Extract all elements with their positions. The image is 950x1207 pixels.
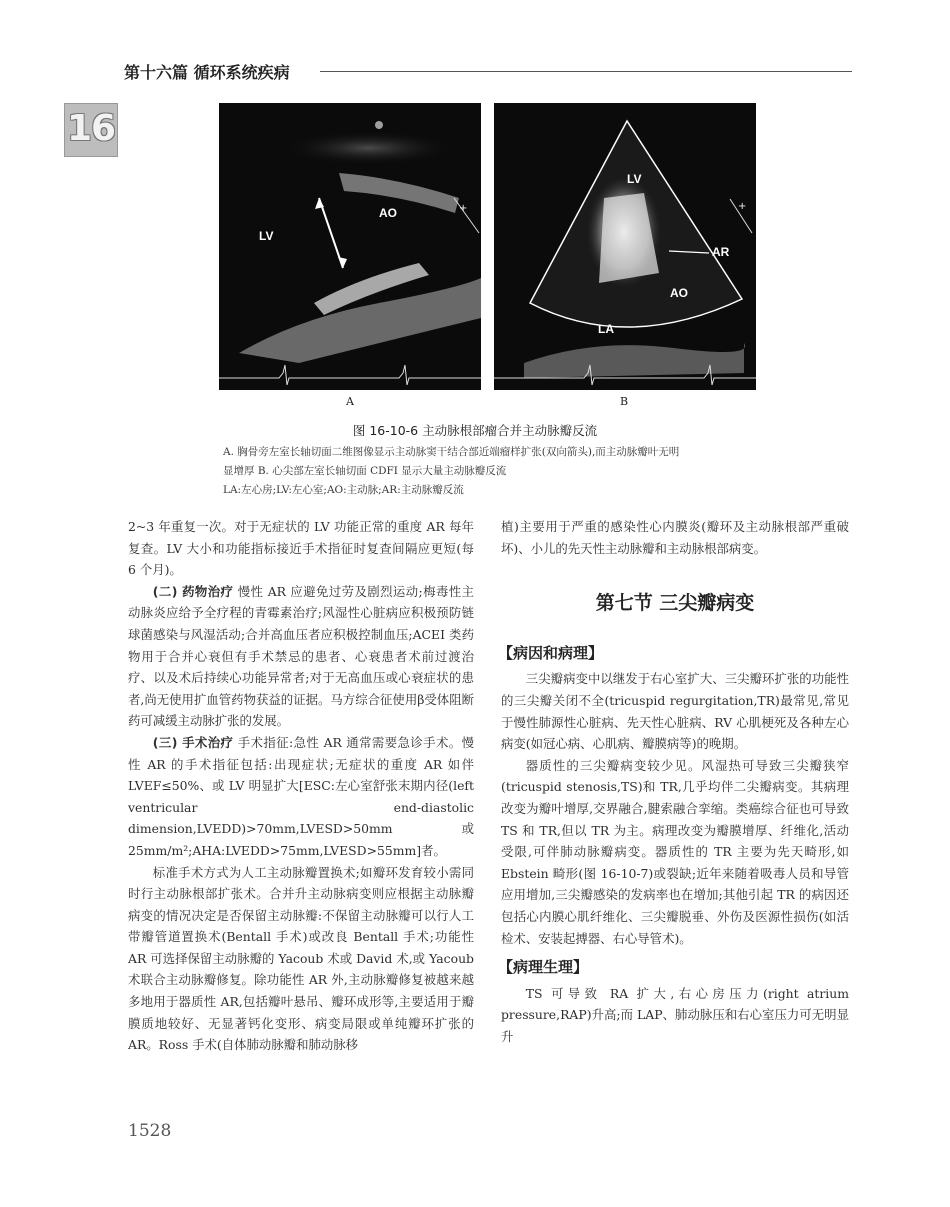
paragraph-body: 手术指征:急性 AR 通常需要急诊手术。慢性 AR 的手术指征包括:出现症状;无症状的重度 AR 如伴 LVEF≤50%、或 LV 明显扩大[ESC:左心室舒张末期内径(left ventricular end-diastolic dimension,LVEDD)>70mm,LVESD>50mm 或 25mm/m²;AHA:LVEDD>75mm,LVESD>55mm]者。 xyxy=(128,734,474,858)
part-title: 第十六篇 循环系统疾病 xyxy=(124,63,290,82)
paragraph: 2~3 年重复一次。对于无症状的 LV 功能正常的重度 AR 每年复查。LV 大小和功能指标接近手术指征时复查间隔应更短(每 6 个月)。 xyxy=(128,519,474,578)
echo-panel-a xyxy=(219,103,481,390)
paragraph-body: 慢性 AR 应避免过劳及剧烈运动;梅毒性主动脉炎应给予全疗程的青霉素治疗;风湿性心脏病应积极预防链球菌感染与风湿活动;合并高血压者应积极控制血压;ACEI 类药物用于合并心衰但有手术禁忌的患者、心衰患者术前过渡治疗、以及术后持续心功能异常者;对于无高血压或心衰症状的患者,尚无使用扩血管药物获益的证据。马方综合征使用β受体阻断药可减缓主动脉扩张的发展。 xyxy=(128,583,474,729)
right-column xyxy=(498,516,849,1047)
label-lv: LV xyxy=(259,229,274,243)
paragraph: 标准手术方式为人工主动脉瓣置换术;如瓣环发育较小需同时行主动脉根部扩张术。合并升主动脉病变则应根据主动脉瓣病变的情况决定是否保留主动脉瓣:不保留主动脉瓣可以行人工带瓣管道置换术(Bentall 手术)或改良 Bentall 手术;功能性 AR 可选择保留主动脉瓣的 Yacoub 术或 David 术,或 Yacoub 术联合主动脉瓣修复。除功能性 AR 外,主动脉瓣修复被越来越多地用于器质性 AR,包括瓣叶悬吊、瓣环成形等,主要适用于瓣膜质地较好、无显著钙化变形、病变局限或单纯瓣环扩张的 AR。Ross 手术(自体肺动脉瓣和肺动脉移 xyxy=(128,864,474,1053)
subsection-heading: (二) 药物治疗 xyxy=(152,583,234,599)
echo-image-a xyxy=(219,103,481,390)
label-ao: AO xyxy=(379,206,397,220)
figure-caption-line: 显增厚 B. 心尖部左室长轴切面 CDFI 显示大量主动脉瓣反流 xyxy=(223,465,507,477)
paragraph: TS 可导致 RA 扩大,右心房压力(right atrium pressure,RAP)升高;而 LAP、肺动脉压和右心室压力可无明显升 xyxy=(501,985,849,1044)
subheading-etiology: 【病因和病理】 xyxy=(498,643,604,662)
paragraph: 三尖瓣病变中以继发于右心室扩大、三尖瓣环扩张的功能性的三尖瓣关闭不全(tricuspid regurgitation,TR)最常见,常见于慢性肺源性心脏病、先天性心脏病、RV 心肌梗死及各种左心病变(如冠心病、心肌病、瓣膜病等)的晚期。 xyxy=(501,671,849,752)
header-rule xyxy=(320,71,852,72)
subsection-heading: (三) 手术治疗 xyxy=(152,734,234,750)
paragraph xyxy=(128,581,474,732)
figure-caption-line: LA:左心房;LV:左心室;AO:主动脉;AR:主动脉瓣反流 xyxy=(223,484,464,496)
echo-image-b xyxy=(494,103,756,390)
panel-letter-b: B xyxy=(620,395,629,408)
paragraph xyxy=(128,732,474,862)
paragraph: 植)主要用于严重的感染性心内膜炎(瓣环及主动脉根部严重破坏)、小儿的先天性主动脉瓣和主动脉根部病变。 xyxy=(501,519,849,556)
label-ar: AR xyxy=(712,245,730,259)
label-lv: LV xyxy=(627,172,642,186)
running-header xyxy=(124,60,852,86)
figure-caption-title: 图 16-10-6 主动脉根部瘤合并主动脉瓣反流 xyxy=(352,423,598,438)
figure-caption-line: A. 胸骨旁左室长轴切面二维图像显示主动脉窦干结合部近端瘤样扩张(双向箭头),而主动脉瓣叶无明 xyxy=(223,446,680,458)
section-title: 第七节 三尖瓣病变 xyxy=(595,592,755,615)
chapter-badge xyxy=(64,103,118,157)
page-number: 1528 xyxy=(128,1121,172,1141)
echo-panel-b xyxy=(494,103,756,390)
left-column xyxy=(128,516,474,1056)
label-la: LA xyxy=(598,322,614,336)
chapter-number: 16 xyxy=(66,108,116,149)
paragraph: 器质性的三尖瓣病变较少见。风湿热可导致三尖瓣狭窄(tricuspid stenosis,TS)和 TR,几乎均伴二尖瓣病变。其病理改变为瓣叶增厚,交界融合,腱索融合挛缩。类癌综合征也可导致 TS 和 TR,但以 TR 为主。病理改变为瓣膜增厚、纤维化,活动受限,可伴肺动脉瓣病变。器质性的 TR 主要为先天畸形,如 Ebstein 畸形(图 16-10-7)或裂缺;近年来随着吸毒人员和导管应用增加,三尖瓣感染的发病率也在增加;其他引起 TR 的病因还包括心内膜心肌纤维化、三尖瓣脱垂、外伤及医源性损伤(如活检术、安装起搏器、右心导管术)。 xyxy=(501,757,849,946)
svg-text:+: + xyxy=(738,201,747,212)
panel-letter-a: A xyxy=(346,395,354,408)
svg-text:+: + xyxy=(459,203,468,214)
subheading-pathophysiology: 【病理生理】 xyxy=(498,958,589,977)
label-ao: AO xyxy=(670,286,688,300)
